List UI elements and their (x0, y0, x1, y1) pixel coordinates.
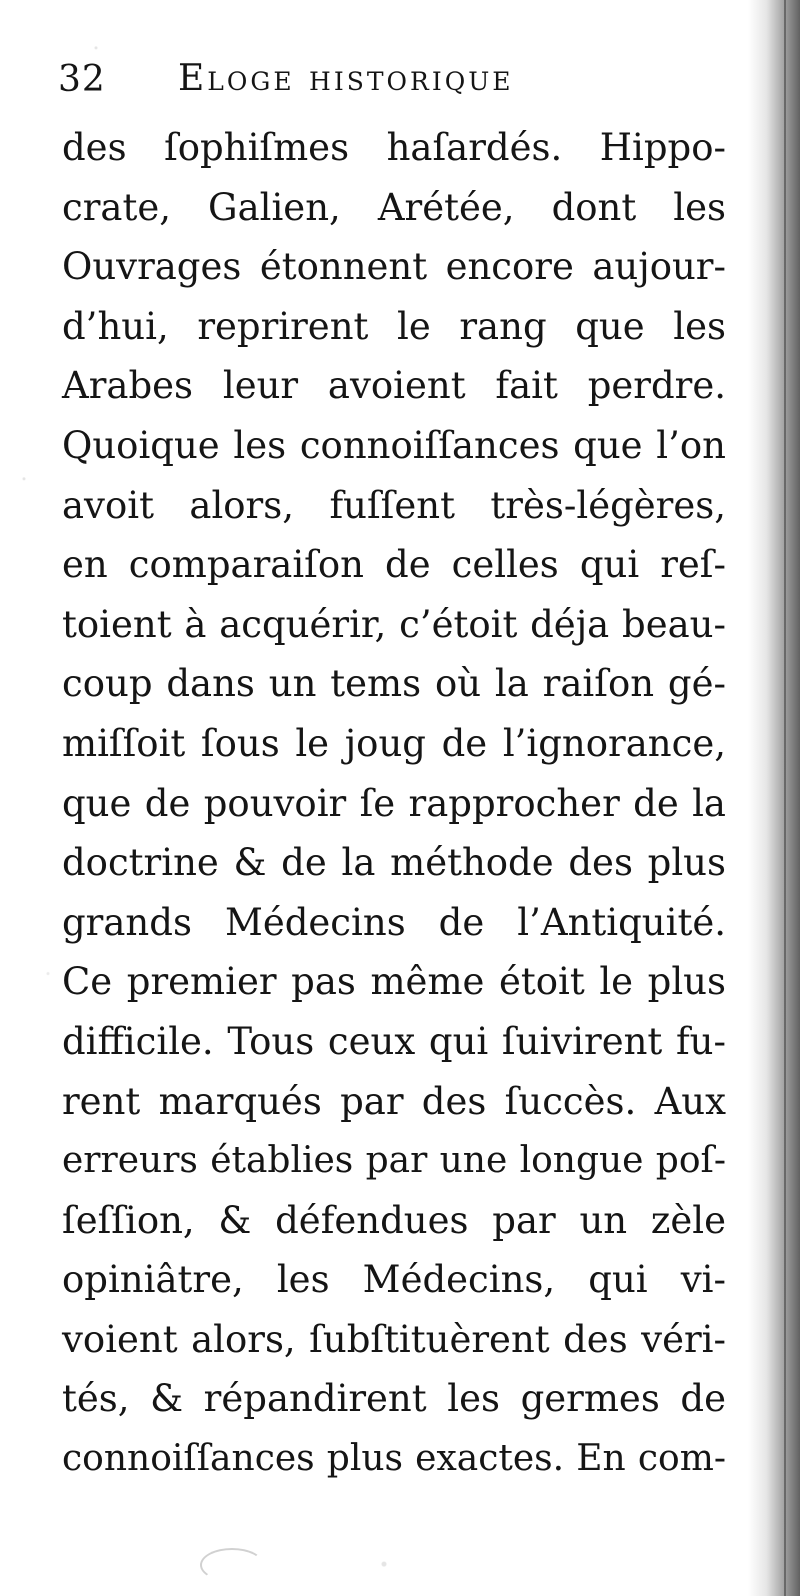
text-line: voient alors, ſubſtituèrent des véri- (62, 1317, 726, 1361)
text-line: Quoique les connoiſſances que l’on (62, 423, 726, 467)
text-line: connoiſſances plus exactes. En com- (62, 1438, 726, 1480)
text-line: d’hui, reprirent le rang que les (62, 304, 726, 348)
text-line: Ouvrages étonnent encore aujour- (62, 245, 726, 289)
binding-gutter (748, 0, 800, 1596)
ink-smudge (200, 1548, 264, 1582)
text-line: coup dans un tems où la raiſon gé- (62, 662, 726, 706)
page-number: 32 (58, 59, 106, 100)
text-line: avoit alors, fuſſent très-légères, (62, 483, 726, 527)
text-line: miſſoit ſous le joug de l’ignorance, (62, 721, 726, 765)
text-line: tés, & répandirent les germes de (62, 1377, 726, 1421)
text-line: toient à acquérir, c’étoit déja beau- (62, 602, 726, 646)
text-line: des ſophiſmes haſardés. Hippo- (62, 126, 726, 169)
text-line: Ce premier pas même étoit le plus (62, 960, 726, 1004)
text-line: grands Médecins de l’Antiquité. (62, 900, 726, 944)
text-line: difficile. Tous ceux qui ſuivirent fu- (62, 1019, 726, 1063)
gutter-edge-line (784, 0, 786, 1596)
text-line: en comparaiſon de celles qui reſ- (62, 543, 726, 587)
text-line: ſeſſion, & défendues par un zèle (62, 1198, 726, 1242)
body-text (62, 118, 726, 1489)
text-line: erreurs établies par une longue poſ- (62, 1140, 726, 1182)
page-header (58, 52, 658, 112)
text-line: rent marqués par des ſuccès. Aux (62, 1079, 726, 1123)
text-line: doctrine & de la méthode des plus (62, 841, 726, 885)
text-line: opiniâtre, les Médecins, qui vi- (62, 1258, 726, 1302)
running-head: Eloge historique (178, 58, 514, 99)
text-line: que de pouvoir ſe rapprocher de la (62, 781, 726, 825)
text-line: Arabes leur avoient fait perdre. (62, 364, 726, 408)
text-line: crate, Galien, Arétée, dont les (62, 185, 726, 229)
